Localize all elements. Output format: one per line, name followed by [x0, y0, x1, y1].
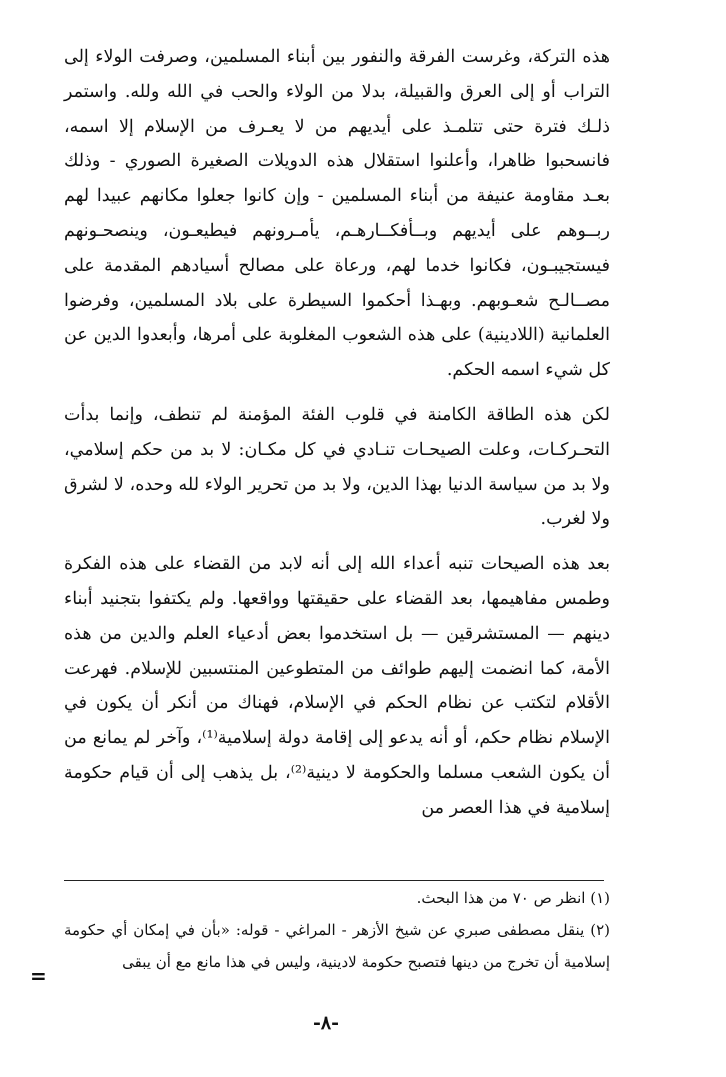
- footnote-2: (٢) ينقل مصطفى صبري عن شيخ الأزهر - المراغي - قوله: «بأن في إمكان أي حكومة إسلامية أن تخرج من دينها فتصبح حكومة لادينية، وليس في هذا مانع مع أن يبقى: [64, 921, 610, 971]
- paragraph-3: بعد هذه الصيحات تنبه أعداء الله إلى أنه لابد من القضاء على هذه الفكرة وطمس مفاهيمها، بعد القضاء على حقيقتها وواقعها. ولم يكتفوا بتجنيد أبناء دينهم — المستشرقين — بل استخدموا بعض أدعياء العلم والدين من هذه الأمة، كما انضمت إليهم طوائف من المتطوعين المنتسبين للإسلام. فهرعت الأقلام لتكتب عن نظام الحكم في الإسلام، فهناك من أنكر أن يكون في الإسلام نظام حكم، أو أنه يدعو إلى إقامة دولة إسلامية⁽¹⁾، وآخر لم يمانع من أن يكون الشعب مسلما والحكومة لا دينية⁽²⁾، بل يذهب إلى أن قيام حكومة إسلامية في هذا العصر من: [64, 554, 610, 818]
- continuation-mark: =: [30, 964, 47, 988]
- footnotes: [64, 882, 610, 978]
- paragraph-1: هذه التركة، وغرست الفرقة والنفور بين أبناء المسلمين، وصرفت الولاء إلى التراب أو إلى العرق والقبيلة، بدلا من الولاء والحب في الله ولله. واستمر ذلـك فترة حتى تتلمـذ على أيديهم من لا يعـرف من الإسلام إلا اسمه، فانسحبوا ظاهرا، وأعلنوا استقلال هذه الدويلات الصغيرة الصوري - وذلك بعـد مقاومة عنيفة من أبناء المسلمين - وإن كانوا جعلوا مكانهم عبيدا لهم ربــوهم على أيديهم وبــأفكــارهـم، يأمـرونهم فيطيعـون، وينصحـونهم فيستجيبـون، فكانوا خدما لهم، ورعاة على مصالح أسيادهم المقدمة على مصــالـح شعـوبهم. وبهـذا أحكموا السيطرة على بلاد المسلمين، وفرضوا العلمانية (اللادينية) على هذه الشعوب المغلوبة على أمرها، وأبعدوا الدين عن كل شيء اسمه الحكم.: [64, 47, 610, 381]
- footnote-separator: [64, 880, 604, 881]
- paragraph-2: لكن هذه الطاقة الكامنة في قلوب الفئة المؤمنة لم تنطف، وإنما بدأت التحـركـات، وعلت الصيحـات تنـادي في كل مكـان: لا بد من حكم إسلامي، ولا بد من سياسة الدنيا بهذا الدين، ولا بد من تحرير الولاء لله وحده، لا لشرق ولا لغرب.: [64, 404, 610, 530]
- main-text: [64, 40, 610, 826]
- footnote-1: (١) انظر ص ٧٠ من هذا البحث.: [416, 889, 610, 907]
- page-number: -٨-: [313, 1012, 339, 1034]
